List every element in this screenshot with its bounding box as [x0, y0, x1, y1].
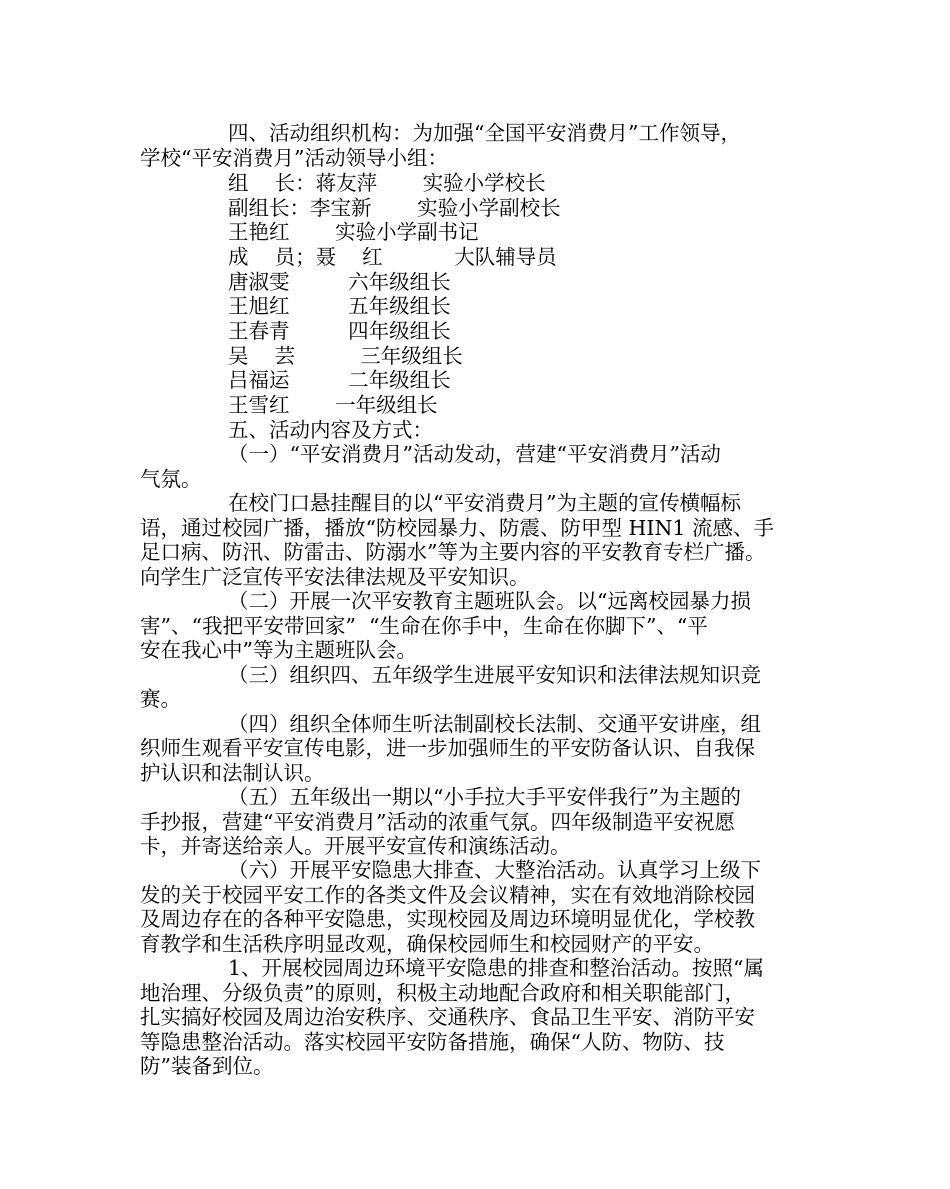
item-four-line: （四）组织全体师生听法制副校长法制、交通平安讲座，组: [228, 712, 761, 736]
text-line: 气氛。: [140, 467, 202, 491]
text-line: 防”装备到位。: [140, 1054, 274, 1078]
item-two-line: （二）开展一次平安教育主题班队会。以“远离校园暴力损: [228, 589, 751, 613]
text-line: 等隐患整治活动。落实校园平安防备措施，确保“人防、物防、技: [140, 1030, 725, 1054]
text-line: 足口病、防汛、防雷击、防溺水”等为主要内容的平安教育专栏广播。: [140, 540, 766, 564]
text-line: 卡，并寄送给亲人。开展平安宣传和演练活动。: [140, 834, 571, 858]
item-five-line: （五）五年级出一期以“小手拉大手平安伴我行”为主题的: [228, 785, 741, 809]
text-line: 地治理、分级负责”的原则，积极主动地配合政府和相关职能部门，: [140, 981, 745, 1005]
text-line: 及周边存在的各种平安隐患，实现校园及周边环境明显优化，学校教: [140, 907, 755, 931]
item-one-line: （一）“平安消费月”活动发动，营建“平安消费月”活动: [228, 442, 721, 466]
item-six-line: （六）开展平安隐患大排查、大整治活动。认真学习上级下: [228, 858, 761, 882]
member-line: 吴 芸 三年级组长: [228, 344, 463, 368]
numbered-item-line: 1、开展校园周边环境平安隐患的排查和整治活动。按照“属: [228, 956, 765, 980]
member-line: 王旭红 五年级组长: [228, 294, 451, 318]
section-five-heading: 五、活动内容及方式：: [228, 418, 433, 442]
text-line: 扎实搞好校园及周边治安秩序、交通秩序、食品卫生平安、消防平安: [140, 1005, 755, 1029]
member-line: 王春青 四年级组长: [228, 319, 451, 343]
text-line: 语，通过校园广播，播放“防校园暴力、防震、防甲型 HIN1 流感、手: [140, 516, 774, 540]
section-four-heading: 四、活动组织机构：为加强“全国平安消费月”工作领导，: [228, 121, 741, 145]
text-line: 发的关于校园平安工作的各类文件及会议精神，实在有效地消除校园: [140, 883, 755, 907]
leader-line: 组 长：蒋友萍 实验小学校长: [228, 171, 546, 195]
member-line: 王艳红 实验小学副书记: [228, 220, 479, 244]
text-line: 害”、“我把平安带回家” “生命在你手中，生命在你脚下”、“平: [140, 614, 708, 638]
deputy-leader-line: 副组长：李宝新 实验小学副校长: [228, 196, 561, 220]
member-line: 成 员；聂 红 大队辅导员: [228, 245, 557, 269]
member-line: 吕福运 二年级组长: [228, 368, 451, 392]
text-line: 护认识和法制认识。: [140, 761, 325, 785]
paragraph-line: 在校门口悬挂醒目的以“平安消费月”为主题的宣传横幅标: [228, 491, 741, 515]
text-line: 手抄报，营建“平安消费月”活动的浓重气氛。四年级制造平安祝愿: [140, 810, 735, 834]
item-three-line: （三）组织四、五年级学生进展平安知识和法律法规知识竞: [228, 663, 761, 687]
text-line: 向学生广泛宣传平安法律法规及平安知识。: [140, 565, 530, 589]
text-line: 织师生观看平安宣传电影，进一步加强师生的平安防备认识、自我保: [140, 736, 755, 760]
text-line: 安在我心中”等为主题班队会。: [140, 638, 417, 662]
member-line: 唐淑雯 六年级组长: [228, 270, 451, 294]
text-line: 育教学和生活秩序明显改观，确保校园师生和校园财产的平安。: [140, 932, 714, 956]
text-line: 学校“平安消费月”活动领导小组：: [140, 146, 448, 170]
text-line: 赛。: [140, 687, 181, 711]
member-line: 王雪红 一年级组长: [228, 393, 438, 417]
